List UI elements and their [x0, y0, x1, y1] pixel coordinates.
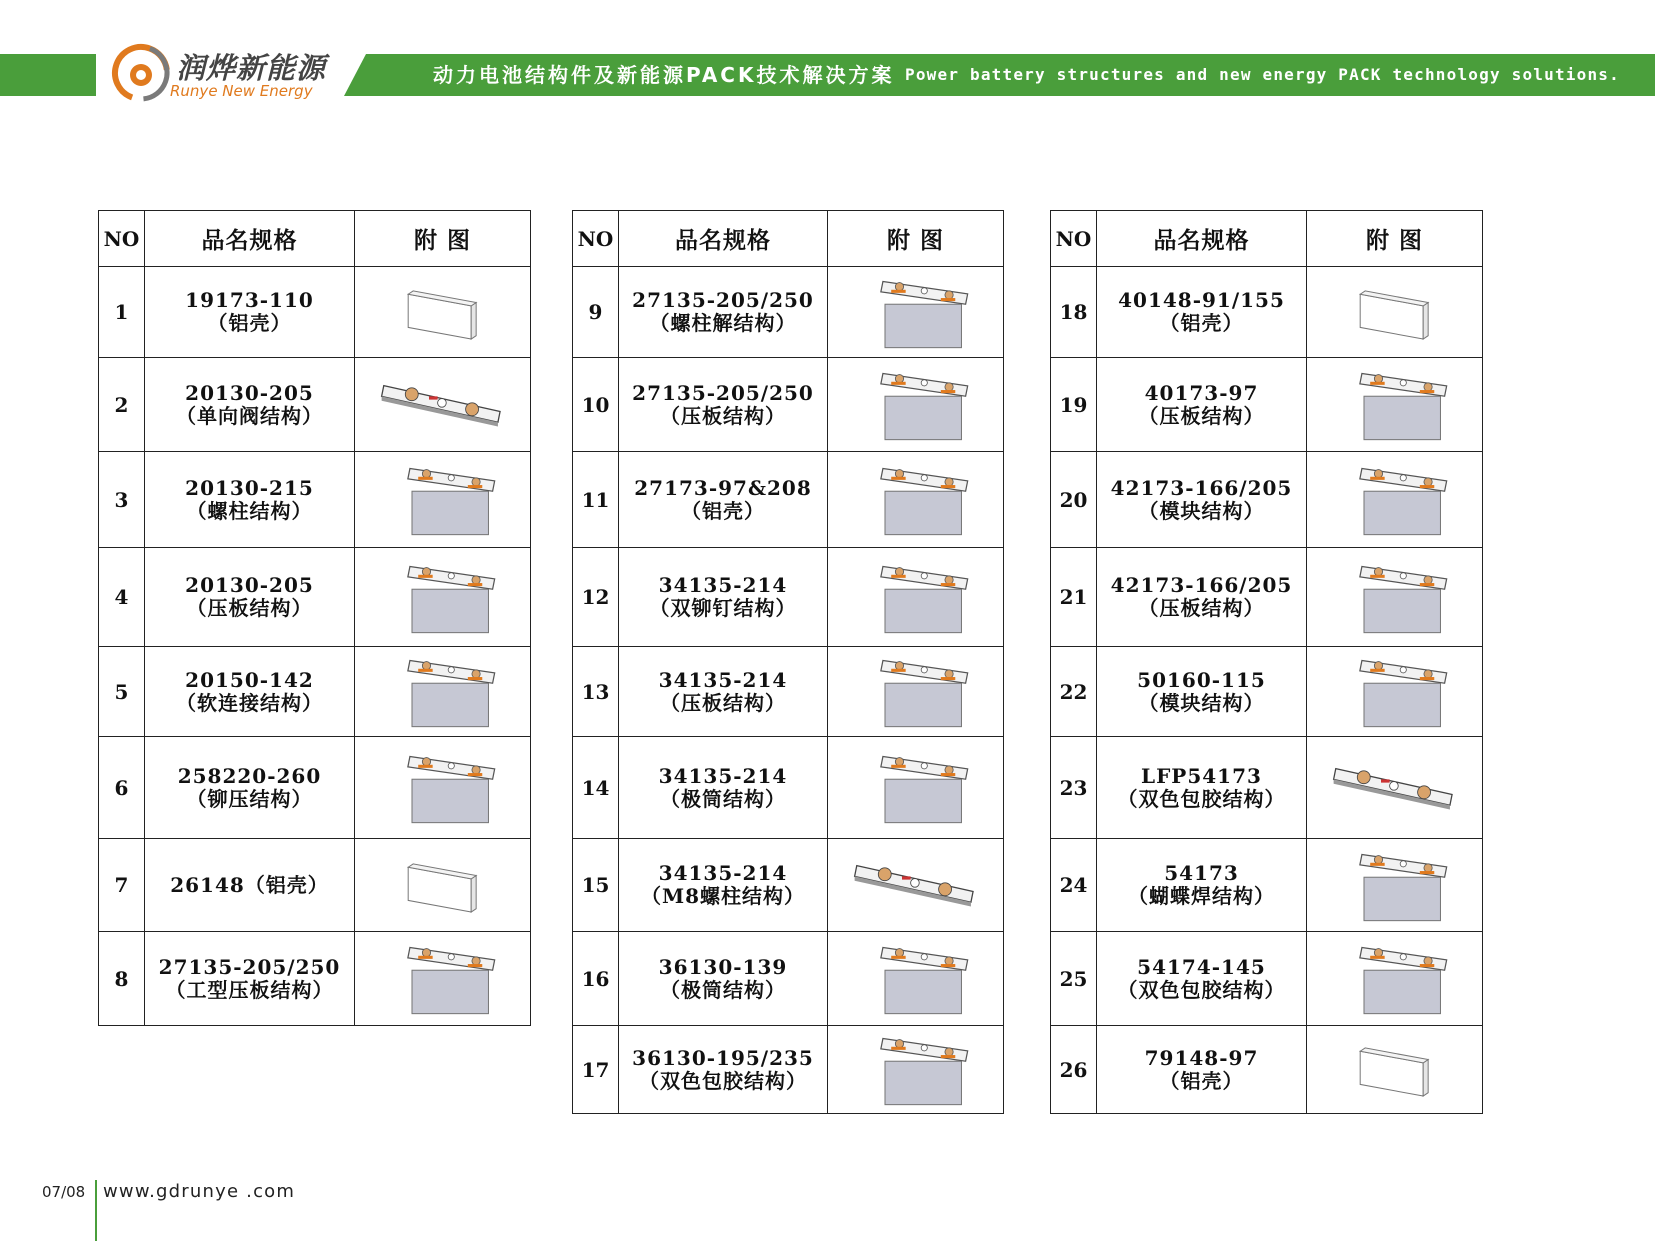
item-spec: [619, 1026, 828, 1114]
item-number: 1: [99, 267, 145, 358]
item-spec-line: 34135-214: [658, 763, 788, 788]
website-link[interactable]: www.gdrunye .com: [103, 1181, 296, 1202]
item-spec: [1097, 267, 1307, 358]
table-row: [573, 358, 1004, 452]
item-spec-line: 27135-205/250: [632, 288, 814, 312]
logo-text-cn: 润烨新能源: [176, 51, 327, 85]
item-spec: [145, 839, 355, 932]
item-image: [1307, 737, 1483, 839]
cap-assembly-icon: [854, 558, 978, 637]
item-spec: [619, 358, 828, 452]
item-spec-line: 36130-139: [658, 954, 788, 979]
item-spec-line: 20130-215: [185, 475, 314, 500]
item-spec-line: 27135-205/250: [158, 954, 341, 979]
item-spec: [619, 647, 828, 737]
item-spec-line: 27173-97&208: [634, 475, 812, 500]
cap-assembly-icon: [1333, 460, 1457, 539]
cap-assembly-icon: [381, 460, 505, 539]
item-spec-line: 27135-205/250: [632, 380, 814, 405]
item-image: [1307, 932, 1483, 1026]
aluminum-shell-icon: [393, 281, 493, 344]
item-spec-line: 258220-260: [177, 763, 322, 788]
item-spec: [619, 548, 828, 647]
item-image: [828, 647, 1004, 737]
item-image: [355, 452, 531, 548]
item-spec-line: 34135-214: [658, 861, 788, 885]
logo-text-en: Runye New Energy: [170, 82, 313, 100]
item-spec-line: 54173: [1164, 861, 1239, 885]
item-spec: [619, 839, 828, 932]
table-row: [99, 839, 531, 932]
table-row: [1051, 267, 1483, 358]
item-number: 3: [99, 452, 145, 548]
table-row: [99, 548, 531, 647]
item-spec-line: 42173-166/205: [1110, 573, 1293, 597]
item-image: [355, 267, 531, 358]
item-image: [355, 647, 531, 737]
item-image: [1307, 452, 1483, 548]
item-image: [828, 737, 1004, 839]
item-number: 20: [1051, 452, 1097, 548]
item-spec-line: （双色包胶结构）: [1117, 786, 1286, 811]
table-row: [573, 647, 1004, 737]
item-spec-line: （压板结构）: [1138, 596, 1265, 620]
item-spec-line: 79148-97: [1144, 1045, 1259, 1070]
cover-plate-icon: [1325, 747, 1465, 829]
table-row: [573, 1026, 1004, 1114]
item-spec: [145, 548, 355, 647]
item-spec: [1097, 548, 1307, 647]
item-spec-line: 40148-91/155: [1118, 288, 1285, 312]
table-row: [1051, 839, 1483, 932]
item-spec-line: 40173-97: [1144, 380, 1259, 405]
item-spec-line: （螺柱解结构）: [649, 311, 797, 335]
item-image: [355, 737, 531, 839]
item-image: [355, 358, 531, 452]
table-row: [573, 932, 1004, 1026]
cap-assembly-icon: [1333, 365, 1457, 444]
item-number: 11: [573, 452, 619, 548]
table-row: [573, 548, 1004, 647]
cap-assembly-icon: [1333, 558, 1457, 637]
item-image: [828, 267, 1004, 358]
item-number: 14: [573, 737, 619, 839]
item-number: 22: [1051, 647, 1097, 737]
item-spec: [1097, 358, 1307, 452]
item-spec-line: （双铆钉结构）: [649, 596, 797, 620]
cap-assembly-icon: [854, 1030, 978, 1109]
item-spec: [619, 452, 828, 548]
table-row: [1051, 737, 1483, 839]
cap-assembly-icon: [854, 365, 978, 444]
item-number: 6: [99, 737, 145, 839]
header-banner-left: [0, 54, 96, 96]
item-image: [355, 932, 531, 1026]
header-image: 附 图: [1307, 211, 1483, 267]
item-image: [1307, 839, 1483, 932]
item-image: [1307, 548, 1483, 647]
item-spec: [145, 267, 355, 358]
item-spec: [619, 267, 828, 358]
item-image: [828, 358, 1004, 452]
item-spec-line: 36130-195/235: [632, 1045, 814, 1070]
item-spec-line: （双色包胶结构）: [1117, 977, 1286, 1002]
item-spec-line: 50160-115: [1137, 667, 1266, 692]
item-spec: [1097, 839, 1307, 932]
cap-assembly-icon: [854, 939, 978, 1018]
cap-assembly-icon: [854, 460, 978, 539]
item-spec-line: 34135-214: [658, 667, 788, 692]
item-number: 21: [1051, 548, 1097, 647]
table-row: [1051, 358, 1483, 452]
cap-assembly-icon: [854, 748, 978, 827]
item-image: [355, 548, 531, 647]
cap-assembly-icon: [854, 273, 978, 352]
item-spec: [145, 737, 355, 839]
item-spec: [1097, 737, 1307, 839]
item-image: [828, 452, 1004, 548]
item-spec-line: 20130-205: [185, 380, 314, 405]
item-spec-line: 20150-142: [185, 667, 314, 692]
item-spec-line: （模块结构）: [1138, 498, 1265, 523]
logo-mark-icon: [110, 42, 172, 104]
item-spec-line: （模块结构）: [1138, 690, 1265, 715]
item-spec-line: （工型压板结构）: [165, 977, 334, 1002]
cap-assembly-icon: [1333, 939, 1457, 1018]
item-spec-line: （铝壳）: [1159, 1068, 1244, 1093]
item-number: 17: [573, 1026, 619, 1114]
table-row: [1051, 647, 1483, 737]
table-row: [573, 839, 1004, 932]
aluminum-shell-icon: [1345, 281, 1445, 344]
aluminum-shell-icon: [393, 854, 493, 917]
item-spec: [1097, 1026, 1307, 1114]
item-spec: [619, 737, 828, 839]
item-image: [355, 839, 531, 932]
item-number: 19: [1051, 358, 1097, 452]
footer-divider: [95, 1180, 97, 1241]
item-number: 13: [573, 647, 619, 737]
item-number: 7: [99, 839, 145, 932]
item-spec-line: （极筒结构）: [660, 977, 786, 1002]
header-title-cn: 动力电池结构件及新能源PACK技术解决方案: [433, 63, 895, 87]
item-spec-line: 54174-145: [1137, 954, 1266, 979]
table-row: [573, 267, 1004, 358]
cover-plate-icon: [373, 364, 513, 446]
item-spec: [145, 452, 355, 548]
item-number: 18: [1051, 267, 1097, 358]
item-spec-line: 42173-166/205: [1110, 475, 1293, 500]
item-spec-line: （压板结构）: [660, 403, 786, 428]
table-row: [99, 647, 531, 737]
header-image: 附 图: [355, 211, 531, 267]
cap-assembly-icon: [381, 748, 505, 827]
item-image: [1307, 647, 1483, 737]
item-number: 26: [1051, 1026, 1097, 1114]
item-spec-line: （单向阀结构）: [176, 403, 323, 428]
item-spec: [145, 932, 355, 1026]
item-spec: [145, 647, 355, 737]
cap-assembly-icon: [381, 939, 505, 1018]
item-spec: [1097, 647, 1307, 737]
table-row: [99, 932, 531, 1026]
item-number: 2: [99, 358, 145, 452]
item-image: [1307, 267, 1483, 358]
spec-table-3: [1050, 210, 1483, 1114]
table-row: [573, 737, 1004, 839]
item-spec-line: （极筒结构）: [660, 786, 786, 811]
item-number: 24: [1051, 839, 1097, 932]
header-name: 品名规格: [145, 211, 355, 267]
item-number: 25: [1051, 932, 1097, 1026]
item-spec-line: （M8螺柱结构）: [640, 884, 806, 908]
spec-table-2: [572, 210, 1004, 1114]
table-row: [573, 452, 1004, 548]
item-spec-line: 20130-205: [185, 573, 314, 597]
header-name: 品名规格: [619, 211, 828, 267]
item-spec: [1097, 452, 1307, 548]
cap-assembly-icon: [1333, 652, 1457, 731]
spec-table-1: [98, 210, 531, 1026]
item-number: 9: [573, 267, 619, 358]
item-spec-line: （蝴蝶焊结构）: [1128, 884, 1275, 908]
table-row: [1051, 932, 1483, 1026]
table-row: [1051, 548, 1483, 647]
header-no: NO: [99, 211, 145, 267]
item-spec-line: （铝壳）: [207, 311, 292, 335]
item-spec-line: （双色包胶结构）: [639, 1068, 807, 1093]
table-row: [99, 358, 531, 452]
item-spec-line: （软连接结构）: [176, 690, 323, 715]
item-image: [828, 548, 1004, 647]
item-spec-line: （压板结构）: [1138, 403, 1265, 428]
header-title-en: Power battery structures and new energy PACK technology solutions.: [905, 65, 1620, 84]
item-spec-line: LFP54173: [1141, 763, 1262, 788]
item-image: [828, 932, 1004, 1026]
item-number: 23: [1051, 737, 1097, 839]
table-row: [99, 452, 531, 548]
item-spec: [1097, 932, 1307, 1026]
item-number: 12: [573, 548, 619, 647]
item-spec-line: （压板结构）: [186, 596, 313, 620]
item-spec: [619, 932, 828, 1026]
header-no: NO: [1051, 211, 1097, 267]
item-spec-line: 34135-214: [658, 573, 788, 597]
item-number: 10: [573, 358, 619, 452]
aluminum-shell-icon: [1345, 1038, 1445, 1101]
item-number: 16: [573, 932, 619, 1026]
header-image: 附 图: [828, 211, 1004, 267]
item-spec-line: （铆压结构）: [186, 786, 313, 811]
item-spec-line: （铝壳）: [681, 498, 765, 523]
header-name: 品名规格: [1097, 211, 1307, 267]
item-image: [1307, 358, 1483, 452]
item-spec: [145, 358, 355, 452]
company-logo[interactable]: [110, 42, 350, 106]
table-row: [1051, 1026, 1483, 1114]
cap-assembly-icon: [854, 652, 978, 731]
cap-assembly-icon: [381, 652, 505, 731]
table-row: [1051, 452, 1483, 548]
item-spec-line: （铝壳）: [1159, 311, 1244, 335]
item-number: 4: [99, 548, 145, 647]
item-spec-line: （压板结构）: [660, 690, 786, 715]
item-spec-line: 19173-110: [185, 288, 314, 312]
item-number: 15: [573, 839, 619, 932]
item-number: 5: [99, 647, 145, 737]
cover-plate-icon: [846, 844, 986, 926]
item-spec-line: 26148（铝壳）: [170, 872, 329, 897]
table-row: [99, 267, 531, 358]
header-no: NO: [573, 211, 619, 267]
table-row: [99, 737, 531, 839]
item-image: [1307, 1026, 1483, 1114]
cap-assembly-icon: [1333, 846, 1457, 925]
cap-assembly-icon: [381, 558, 505, 637]
item-image: [828, 839, 1004, 932]
item-spec-line: （螺柱结构）: [186, 498, 313, 523]
page-number: 07/08: [42, 1183, 86, 1201]
item-image: [828, 1026, 1004, 1114]
item-number: 8: [99, 932, 145, 1026]
